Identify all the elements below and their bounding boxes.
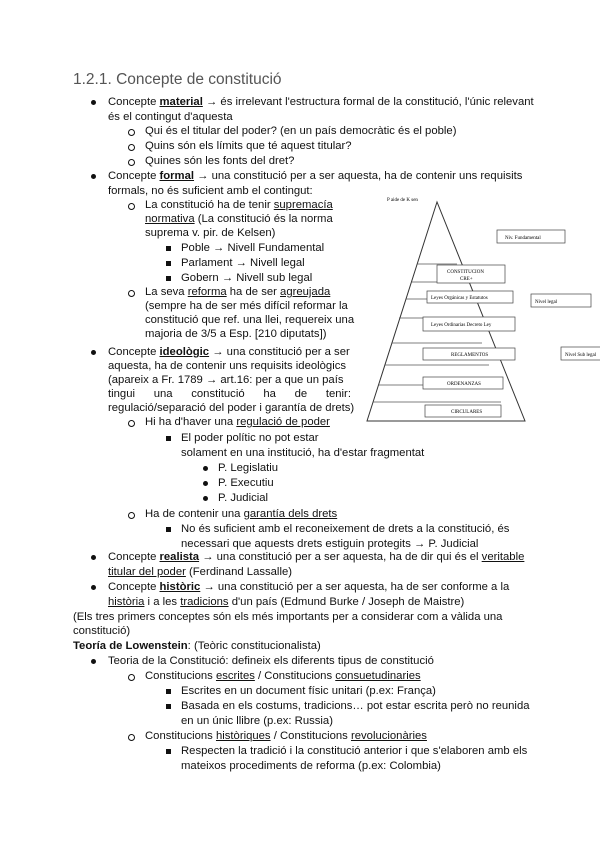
- bullet: [128, 674, 135, 681]
- bullet: [203, 481, 208, 486]
- bullet: [166, 261, 171, 266]
- formal-line-1: Concepte formal → una constitució per a ser aquesta, ha de contenir uns requisits: [108, 170, 523, 182]
- diagram-title: P aide de K sen: [387, 198, 418, 203]
- formal-s1: Poble → Nivell Fundamental: [181, 242, 325, 254]
- note-line-2: constitució): [73, 625, 131, 637]
- ideologic-line-3: (apareix a Fr. 1789 → art.16: per a que un país: [108, 374, 344, 386]
- tier-label: CIRCULARES: [451, 410, 483, 415]
- bullet: [166, 436, 171, 441]
- ideologic-c1: Hi ha d'haver una regulació de poder: [145, 416, 330, 428]
- tier-label: REGLAMENTOS: [451, 353, 489, 358]
- side-label: Niv. Fundamental: [505, 236, 541, 241]
- tier-label: Leyes Orgánicas y Estatutos: [431, 296, 488, 301]
- lowenstein-b1: Teoria de la Constitució: defineix els diferents tipus de constitució: [108, 655, 434, 667]
- lowenstein-c2: Constitucions històriques / Constitucions revolucionàries: [145, 730, 427, 742]
- side-label: Nivel legal: [535, 300, 558, 305]
- side-label: Nivel Sub legal: [565, 353, 597, 358]
- bullet: [91, 350, 96, 355]
- realista-line-2: titular del poder (Ferdinand Lassalle): [108, 566, 292, 578]
- material-line-1: Concepte material → és irrelevant l'estructura formal de la constitució, l'únic relevant: [108, 96, 534, 108]
- lowenstein-c1: Constitucions escrites / Constitucions consuetudinaries: [145, 670, 421, 682]
- ideologic-d2: P. Executiu: [218, 477, 274, 489]
- lowenstein-s2-l2: en un únic llibre (p.ex: Russia): [181, 715, 333, 727]
- tier-label: ORDENANZAS: [447, 382, 481, 387]
- formal-c1-l1: La constitució ha de tenir supremacía: [145, 199, 333, 211]
- lowenstein-s3-l1: Respecten la tradició i la constitució anterior i que s'elaboren amb els: [181, 745, 528, 757]
- lowenstein-s3-l2: mateixos procediments de reforma (p.ex: Colombia): [181, 760, 441, 772]
- ideologic-d1: P. Legislatiu: [218, 462, 279, 474]
- ideologic-s1-l2: solament en una institució, ha d'estar fragmentat: [181, 447, 425, 459]
- bullet: [166, 749, 171, 754]
- bullet: [128, 734, 135, 741]
- ideologic-s1-l1: El poder polític no pot estar: [181, 432, 319, 444]
- bullet: [128, 144, 135, 151]
- ideologic-c2: Ha de contenir una garantía dels drets: [145, 508, 338, 520]
- bullet: [91, 585, 96, 590]
- lowenstein-s1: Escrites en un document físic unitari (p.ex: França): [181, 685, 436, 697]
- kelsen-pyramid-diagram: [355, 190, 600, 430]
- bullet: [166, 276, 171, 281]
- bullet: [203, 496, 208, 501]
- tier-label: CRE+: [460, 277, 473, 282]
- realista-line-1: Concepte realista → una constitució per a ser aquesta, ha de dir qui és el veritable: [108, 551, 525, 563]
- bullet: [166, 527, 171, 532]
- bullet: [128, 290, 135, 297]
- historic-line-1: Concepte històric → una constitució per a ser aquesta, ha de ser conforme a la: [108, 581, 510, 593]
- material-line-2: és el contingut d'aquesta: [108, 111, 233, 123]
- bullet: [91, 555, 96, 560]
- formal-c2-l4: majoria de 3/5 a Esp. [210 diputats]): [145, 328, 327, 340]
- formal-c2-l1: La seva reforma ha de ser agreujada: [145, 286, 331, 298]
- ideologic-d3: P. Judicial: [218, 492, 269, 504]
- tier-label: CONSTITUCION: [447, 270, 484, 275]
- material-q3: Quines són les fonts del dret?: [145, 155, 295, 167]
- bullet: [91, 100, 96, 105]
- bullet: [128, 129, 135, 136]
- bullet: [166, 246, 171, 251]
- bullet: [166, 704, 171, 709]
- material-q1: Qui és el titular del poder? (en un país democràtic és el poble): [145, 125, 457, 137]
- formal-c1-l3: suprema v. pir. de Kelsen): [145, 227, 276, 239]
- bullet: [203, 466, 208, 471]
- lowenstein-title: Teoría de Lowenstein: (Teòric constitucionalista): [73, 640, 321, 652]
- bullet: [128, 159, 135, 166]
- historic-line-2: història i a les tradicions d'un país (Edmund Burke / Joseph de Maistre): [108, 596, 465, 608]
- bullet: [128, 203, 135, 210]
- ideologic-s2-l2: necessari que aquests drets estiguin protegits → P. Judicial: [181, 538, 479, 550]
- formal-line-2: formals, no és suficient amb el contingut:: [108, 185, 313, 197]
- formal-s2: Parlament → Nivell legal: [181, 257, 305, 269]
- material-q2: Quins són els límits que té aquest titular?: [145, 140, 352, 152]
- formal-c1-l2: normativa (La constitució és la norma: [145, 213, 333, 225]
- section-heading: 1.2.1. Concepte de constitució: [73, 71, 282, 88]
- note-line-1: (Els tres primers conceptes són els més importants per a considerar com a vàlida una: [73, 611, 503, 623]
- bullet: [91, 659, 96, 664]
- bullet: [91, 174, 96, 179]
- bullet: [128, 512, 135, 519]
- ideologic-s2-l1: No és suficient amb el reconeixement de drets a la constitució, és: [181, 523, 510, 535]
- ideologic-line-5: regulació/separació del poder i garantía de drets): [108, 402, 355, 414]
- ideologic-line-4: tingui una constitució ha de tenir:: [108, 388, 351, 400]
- formal-c2-l3: constitució que ref. una llei, requereix una: [145, 314, 355, 326]
- bullet: [166, 689, 171, 694]
- tier-label: Leyes Ordinarias Decreto Ley: [431, 323, 492, 328]
- formal-s3: Gobern → Nivell sub legal: [181, 272, 313, 284]
- ideologic-line-2: aquesta, ha de contenir uns requisits ideològics: [108, 360, 347, 372]
- lowenstein-s2-l1: Basada en els costums, tradicions… pot estar escrita però no reunida: [181, 700, 530, 712]
- ideologic-line-1: Concepte ideològic → una constitució per a ser: [108, 346, 350, 358]
- formal-c2-l2: (sempre ha de ser més difícil reformar la: [145, 300, 348, 312]
- bullet: [128, 420, 135, 427]
